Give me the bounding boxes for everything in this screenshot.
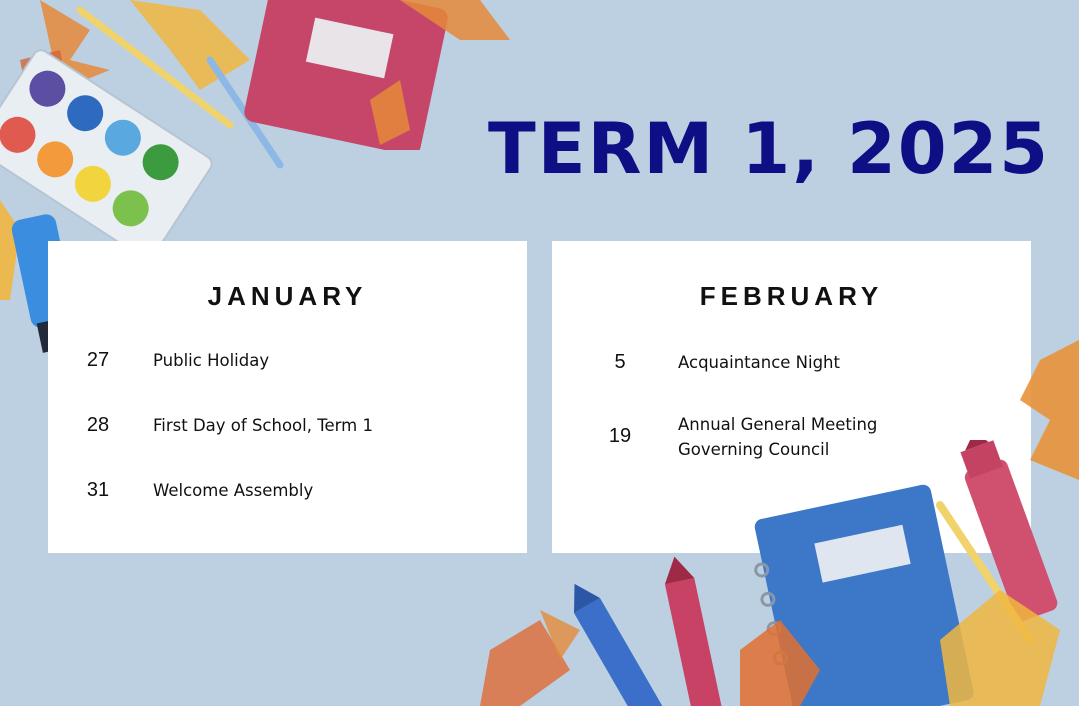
event-text: First Day of School, Term 1 xyxy=(153,416,373,435)
january-card xyxy=(48,241,527,553)
month-heading: FEBRUARY xyxy=(699,281,884,311)
event-day: 27 xyxy=(86,349,110,371)
crayon-illustration xyxy=(480,550,750,706)
notebook-illustration xyxy=(740,440,1079,706)
event-text: Annual General Meeting xyxy=(678,415,878,434)
event-day: 19 xyxy=(608,425,632,447)
event-text: Acquaintance Night xyxy=(678,353,840,372)
event-text: Public Holiday xyxy=(153,351,270,370)
event-day: 5 xyxy=(614,351,626,373)
event-day: 28 xyxy=(86,414,110,436)
autumn-leaves-illustration xyxy=(480,610,580,706)
event-day: 31 xyxy=(86,479,110,501)
event-text: Welcome Assembly xyxy=(153,481,314,500)
event-text-line2: Governing Council xyxy=(678,440,830,459)
page-title: TERM 1, 2025 xyxy=(488,108,1050,190)
month-heading: JANUARY xyxy=(207,281,368,311)
